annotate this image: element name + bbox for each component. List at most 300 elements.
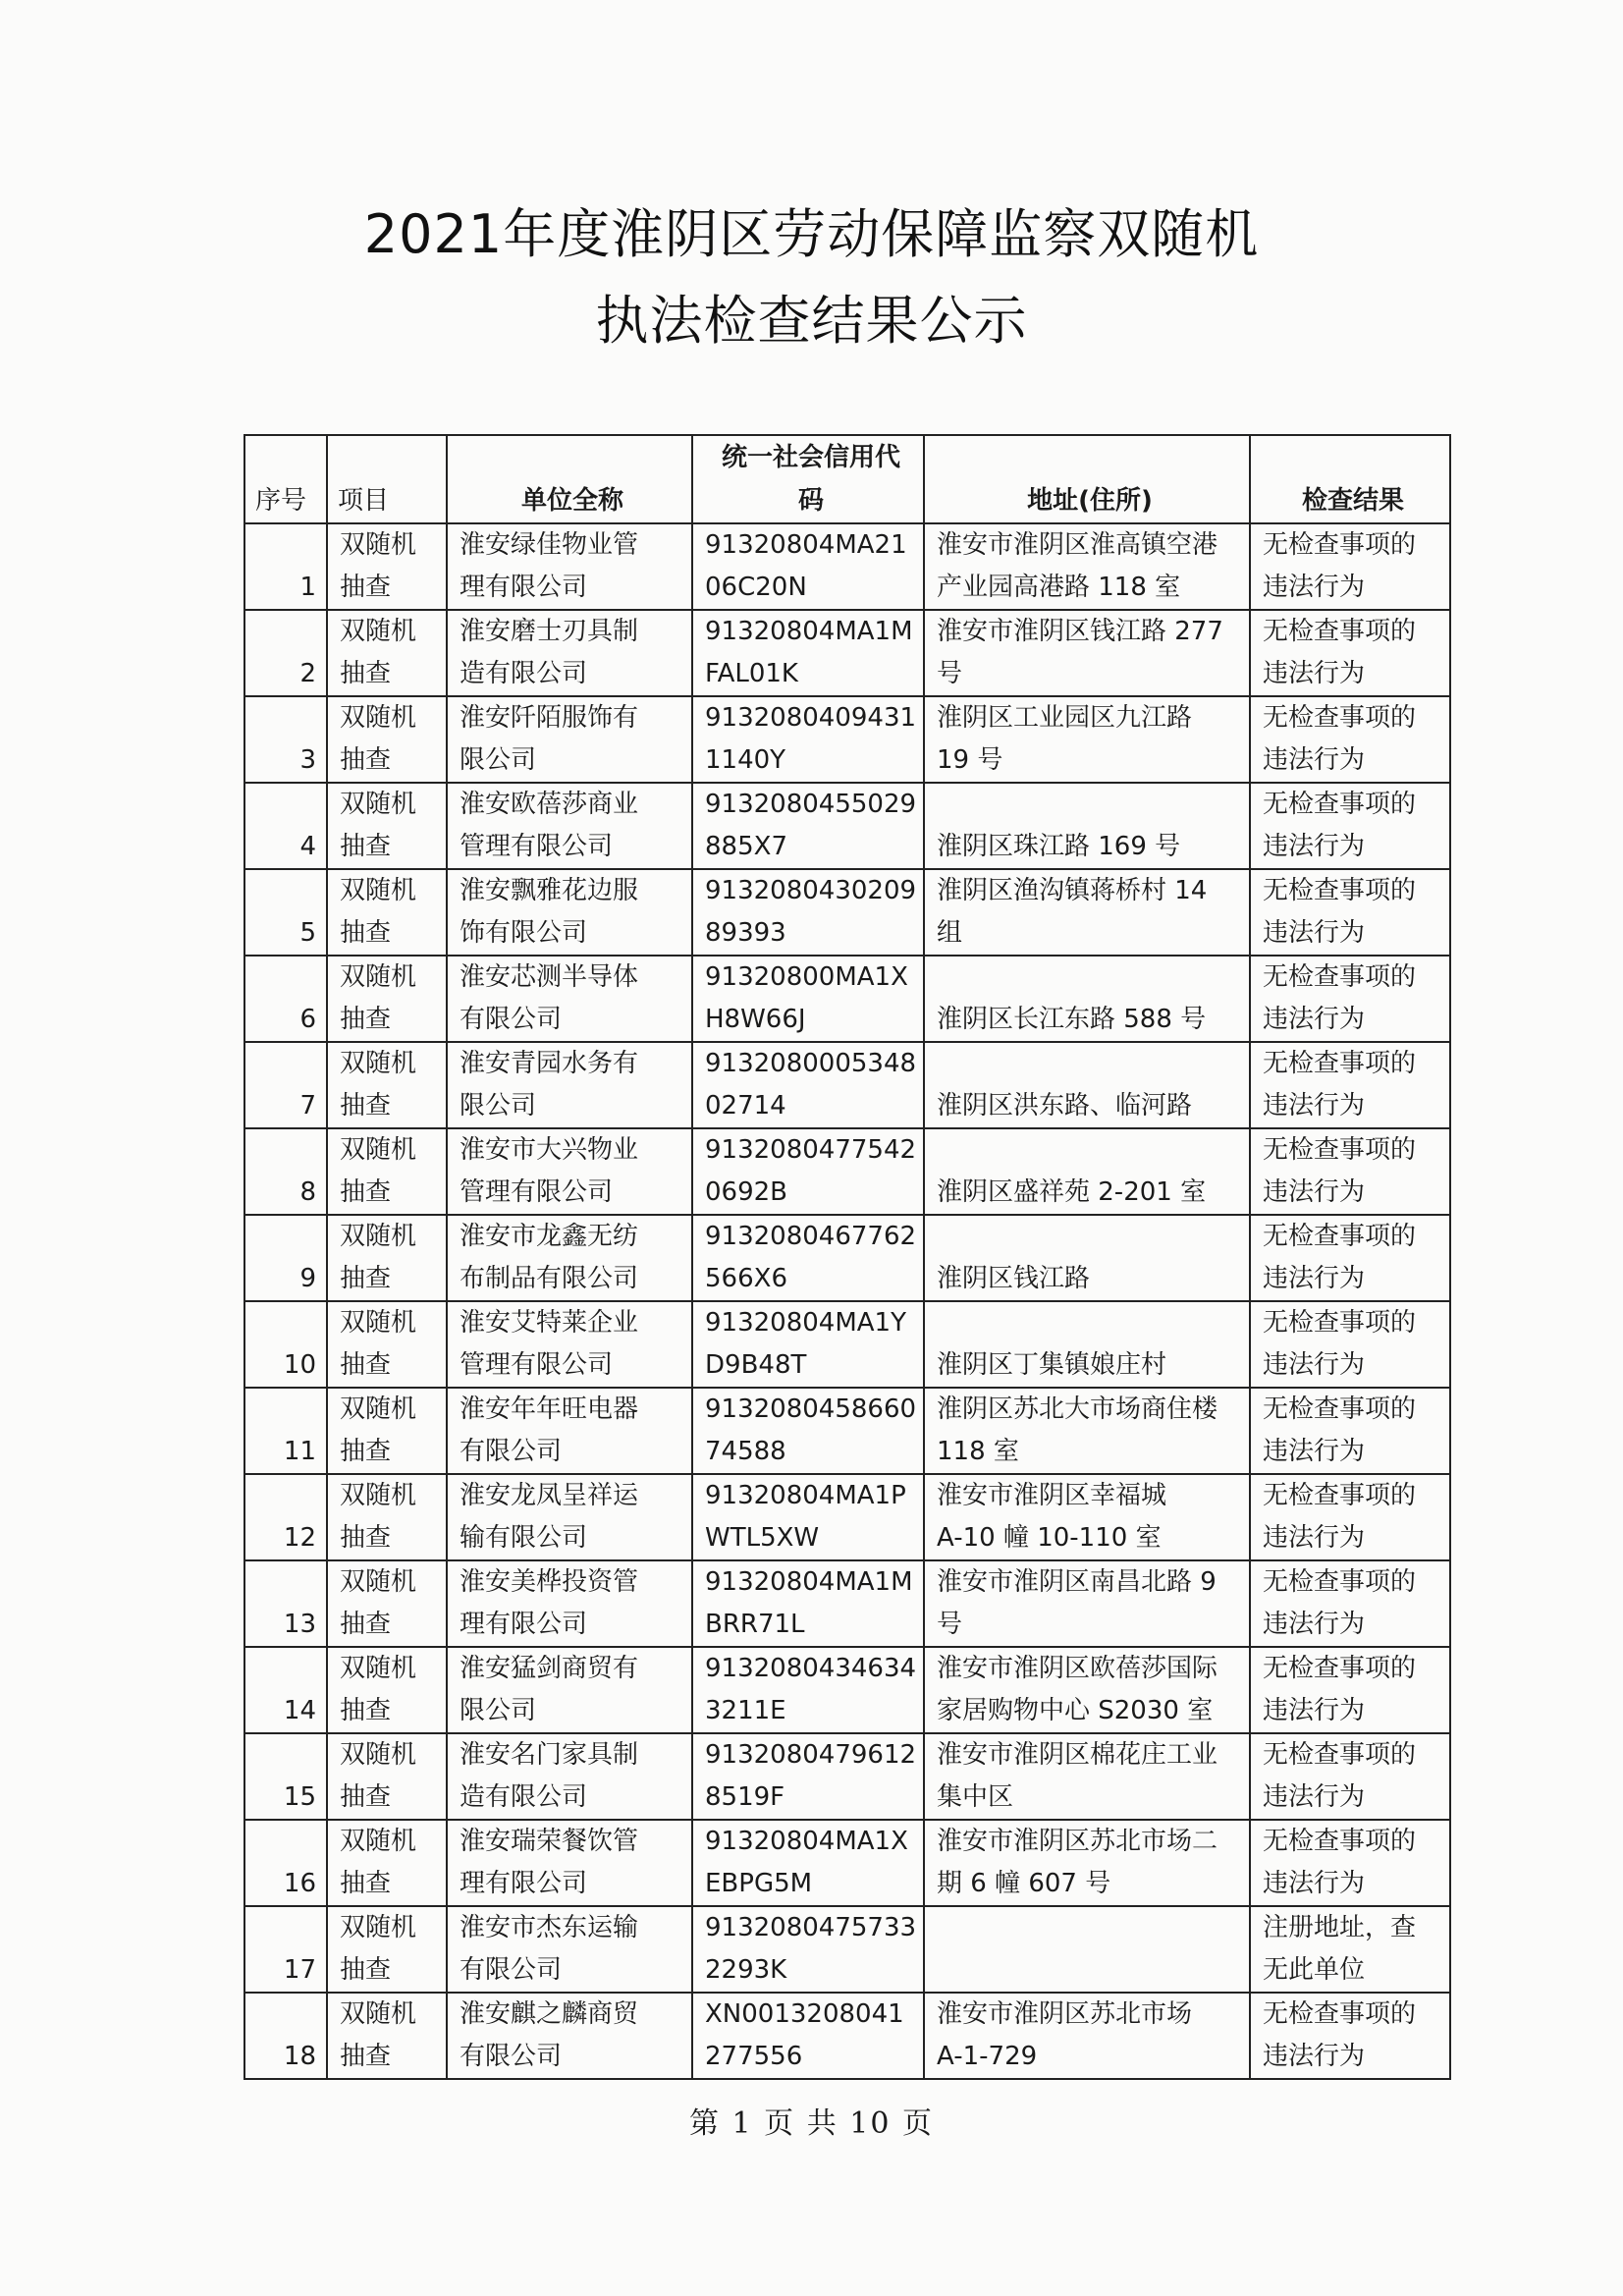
result-cell xyxy=(1250,523,1450,610)
item-cell xyxy=(327,1993,447,2079)
company-name-cell-line: 淮安磨士刃具制 xyxy=(460,617,639,646)
item-cell xyxy=(327,1906,447,1993)
credit-code-cell xyxy=(692,1474,924,1560)
company-name-cell xyxy=(447,610,692,696)
item-cell-line: 双随机 xyxy=(340,617,417,646)
result-cell-line: 违法行为 xyxy=(1263,1523,1366,1553)
company-name-cell-line: 淮安芯测半导体 xyxy=(460,962,639,992)
result-cell xyxy=(1250,1906,1450,1993)
company-name-cell xyxy=(447,1560,692,1647)
item-cell-line: 抽查 xyxy=(340,1696,392,1725)
address-cell xyxy=(924,1474,1250,1560)
credit-code-cell-line: 9132080005348 xyxy=(705,1049,917,1078)
item-cell-line: 抽查 xyxy=(340,832,392,861)
result-cell-line: 无检查事项的 xyxy=(1263,617,1417,646)
document-title-line-1: 2021年度淮阴区劳动保障监察双随机 xyxy=(363,203,1260,265)
result-cell-line: 违法行为 xyxy=(1263,832,1366,861)
result-cell-line: 无检查事项的 xyxy=(1263,876,1417,905)
seq-cell: 6 xyxy=(244,956,327,1042)
address-cell-line: 产业园高港路 118 室 xyxy=(937,573,1181,602)
table-row xyxy=(244,1993,1450,2079)
address-cell-line xyxy=(937,1129,1243,1172)
item-cell-line: 双随机 xyxy=(340,1135,417,1165)
credit-code-cell-line: 91320804MA1M xyxy=(705,1567,913,1597)
seq-cell: 4 xyxy=(244,783,327,869)
header-company-name: 单位全称 xyxy=(447,435,692,523)
address-cell-line: 淮安市淮阴区苏北市场 xyxy=(937,1999,1193,2029)
address-cell xyxy=(924,1820,1250,1906)
result-cell-line: 违法行为 xyxy=(1263,1437,1366,1466)
address-cell xyxy=(924,1388,1250,1474)
credit-code-cell-line: 9132080430209 xyxy=(705,876,917,905)
address-cell-line: 集中区 xyxy=(937,1782,1014,1812)
credit-code-cell-line: 277556 xyxy=(705,2042,803,2071)
seq-cell: 2 xyxy=(244,610,327,696)
seq-cell: 11 xyxy=(244,1388,327,1474)
header-credit-code-line-2: 码 xyxy=(797,486,824,516)
company-name-cell-line: 饰有限公司 xyxy=(460,918,588,948)
item-cell-line: 抽查 xyxy=(340,659,392,688)
address-cell-line: A-10 幢 10-110 室 xyxy=(937,1523,1162,1553)
credit-code-cell-line: 0692B xyxy=(705,1177,788,1207)
company-name-cell-line: 理有限公司 xyxy=(460,1610,588,1639)
item-cell-line: 抽查 xyxy=(340,1955,392,1985)
table-row xyxy=(244,1560,1450,1647)
address-cell-line: 淮阴区长江东路 588 号 xyxy=(937,1005,1207,1034)
credit-code-cell xyxy=(692,956,924,1042)
credit-code-cell-line: 1140Y xyxy=(705,745,786,775)
result-cell-line: 无此单位 xyxy=(1263,1955,1366,1985)
seq-cell: 13 xyxy=(244,1560,327,1647)
result-cell-line: 注册地址，查 xyxy=(1263,1913,1417,1942)
seq-cell: 16 xyxy=(244,1820,327,1906)
result-cell-line: 违法行为 xyxy=(1263,1005,1366,1034)
company-name-cell xyxy=(447,1993,692,2079)
table-row xyxy=(244,869,1450,956)
result-cell-line: 违法行为 xyxy=(1263,573,1366,602)
company-name-cell-line: 限公司 xyxy=(460,745,537,775)
company-name-cell-line: 理有限公司 xyxy=(460,573,588,602)
company-name-cell-line: 造有限公司 xyxy=(460,659,588,688)
address-cell-line: 组 xyxy=(937,918,963,948)
result-cell-line: 无检查事项的 xyxy=(1263,1567,1417,1597)
credit-code-cell-line: EBPG5M xyxy=(705,1869,813,1898)
address-cell-line: 淮阴区丁集镇娘庄村 xyxy=(937,1350,1167,1380)
item-cell-line: 双随机 xyxy=(340,1913,417,1942)
address-cell xyxy=(924,1647,1250,1733)
item-cell-line: 双随机 xyxy=(340,962,417,992)
seq-cell: 18 xyxy=(244,1993,327,2079)
seq-cell: 1 xyxy=(244,523,327,610)
item-cell-line: 双随机 xyxy=(340,790,417,819)
company-name-cell-line: 有限公司 xyxy=(460,1955,563,1985)
result-cell-line: 无检查事项的 xyxy=(1263,962,1417,992)
item-cell-line: 双随机 xyxy=(340,703,417,733)
item-cell-line: 双随机 xyxy=(340,876,417,905)
result-cell-line: 违法行为 xyxy=(1263,2042,1366,2071)
address-cell xyxy=(924,523,1250,610)
address-cell-line: A-1-729 xyxy=(937,2042,1038,2071)
address-cell-line: 118 室 xyxy=(937,1437,1019,1466)
table-row xyxy=(244,1215,1450,1301)
company-name-cell-line: 淮安市龙鑫无纺 xyxy=(460,1222,639,1251)
result-cell-line: 违法行为 xyxy=(1263,1869,1366,1898)
address-cell-line: 淮阴区盛祥苑 2-201 室 xyxy=(937,1177,1207,1207)
address-cell-line: 淮安市淮阴区淮高镇空港 xyxy=(937,530,1218,560)
company-name-cell xyxy=(447,1474,692,1560)
result-cell xyxy=(1250,1388,1450,1474)
company-name-cell-line: 限公司 xyxy=(460,1091,537,1121)
result-cell xyxy=(1250,1128,1450,1215)
result-cell xyxy=(1250,783,1450,869)
item-cell-line: 抽查 xyxy=(340,1264,392,1293)
result-cell-line: 无检查事项的 xyxy=(1263,530,1417,560)
company-name-cell-line: 淮安青园水务有 xyxy=(460,1049,639,1078)
credit-code-cell xyxy=(692,1820,924,1906)
item-cell xyxy=(327,610,447,696)
company-name-cell xyxy=(447,1042,692,1128)
company-name-cell-line: 管理有限公司 xyxy=(460,1177,614,1207)
company-name-cell-line: 淮安欧蓓莎商业 xyxy=(460,790,639,819)
item-cell-line: 双随机 xyxy=(340,1222,417,1251)
credit-code-cell-line: 885X7 xyxy=(705,832,787,861)
credit-code-cell xyxy=(692,1647,924,1733)
item-cell-line: 抽查 xyxy=(340,1610,392,1639)
address-cell-line xyxy=(937,1302,1243,1344)
item-cell-line: 双随机 xyxy=(340,1999,417,2029)
company-name-cell-line: 淮安阡陌服饰有 xyxy=(460,703,639,733)
credit-code-cell xyxy=(692,1993,924,2079)
item-cell-line: 抽查 xyxy=(340,573,392,602)
result-cell-line: 违法行为 xyxy=(1263,1264,1366,1293)
seq-cell: 5 xyxy=(244,869,327,956)
result-cell xyxy=(1250,1301,1450,1388)
company-name-cell-line: 布制品有限公司 xyxy=(460,1264,639,1293)
company-name-cell xyxy=(447,1301,692,1388)
credit-code-cell-line: D9B48T xyxy=(705,1350,807,1380)
credit-code-cell xyxy=(692,1128,924,1215)
result-cell-line: 无检查事项的 xyxy=(1263,1481,1417,1510)
item-cell xyxy=(327,1388,447,1474)
credit-code-cell xyxy=(692,869,924,956)
address-cell-line xyxy=(937,1907,1243,1949)
address-cell xyxy=(924,956,1250,1042)
credit-code-cell xyxy=(692,523,924,610)
address-cell xyxy=(924,869,1250,956)
result-cell xyxy=(1250,956,1450,1042)
header-credit-code-line-1: 统一社会信用代 xyxy=(721,443,900,472)
table-body xyxy=(244,523,1450,2079)
credit-code-cell xyxy=(692,1560,924,1647)
result-cell-line: 无检查事项的 xyxy=(1263,1827,1417,1856)
company-name-cell-line: 输有限公司 xyxy=(460,1523,588,1553)
item-cell xyxy=(327,696,447,783)
result-cell-line: 违法行为 xyxy=(1263,1091,1366,1121)
table-row xyxy=(244,1647,1450,1733)
company-name-cell-line: 限公司 xyxy=(460,1696,537,1725)
credit-code-cell-line: WTL5XW xyxy=(705,1523,820,1553)
company-name-cell xyxy=(447,1733,692,1820)
result-cell xyxy=(1250,1474,1450,1560)
address-cell-line: 家居购物中心 S2030 室 xyxy=(937,1696,1214,1725)
address-cell xyxy=(924,1042,1250,1128)
company-name-cell-line: 理有限公司 xyxy=(460,1869,588,1898)
address-cell-line: 淮阴区渔沟镇蒋桥村 14 xyxy=(937,876,1208,905)
header-item: 项目 xyxy=(327,435,447,523)
address-cell-line xyxy=(937,1949,1243,1992)
result-cell-line: 无检查事项的 xyxy=(1263,1135,1417,1165)
company-name-cell-line: 造有限公司 xyxy=(460,1782,588,1812)
page-number-footer: 第 1 页 共 10 页 xyxy=(689,2106,934,2141)
credit-code-cell-line: 91320804MA21 xyxy=(705,530,907,560)
result-cell-line: 违法行为 xyxy=(1263,1610,1366,1639)
item-cell-line: 双随机 xyxy=(340,1308,417,1338)
company-name-cell-line: 淮安市大兴物业 xyxy=(460,1135,639,1165)
address-cell xyxy=(924,1128,1250,1215)
address-cell-line: 淮阴区苏北大市场商住楼 xyxy=(937,1394,1218,1424)
table-row xyxy=(244,696,1450,783)
company-name-cell-line: 淮安艾特莱企业 xyxy=(460,1308,639,1338)
address-cell-line: 淮阴区钱江路 xyxy=(937,1264,1091,1293)
inspection-results-table xyxy=(243,434,1451,2080)
header-seq: 序号 xyxy=(244,435,327,523)
address-cell xyxy=(924,1560,1250,1647)
item-cell-line: 抽查 xyxy=(340,745,392,775)
result-cell xyxy=(1250,1215,1450,1301)
company-name-cell-line: 淮安猛剑商贸有 xyxy=(460,1654,639,1683)
table-row xyxy=(244,956,1450,1042)
address-cell xyxy=(924,1993,1250,2079)
company-name-cell xyxy=(447,869,692,956)
address-cell xyxy=(924,1733,1250,1820)
company-name-cell-line: 淮安市杰东运输 xyxy=(460,1913,639,1942)
credit-code-cell xyxy=(692,696,924,783)
address-cell xyxy=(924,1215,1250,1301)
address-cell-line xyxy=(937,1043,1243,1085)
table-row xyxy=(244,1042,1450,1128)
item-cell xyxy=(327,1733,447,1820)
credit-code-cell xyxy=(692,1042,924,1128)
credit-code-cell-line: 9132080479612 xyxy=(705,1740,917,1770)
company-name-cell xyxy=(447,1388,692,1474)
company-name-cell xyxy=(447,1215,692,1301)
result-cell-line: 违法行为 xyxy=(1263,745,1366,775)
credit-code-cell-line: BRR71L xyxy=(705,1610,805,1639)
address-cell-line xyxy=(937,957,1243,999)
table-header-row xyxy=(244,435,1450,523)
seq-cell: 17 xyxy=(244,1906,327,1993)
result-cell-line: 无检查事项的 xyxy=(1263,1308,1417,1338)
credit-code-cell xyxy=(692,1388,924,1474)
result-cell-line: 无检查事项的 xyxy=(1263,1394,1417,1424)
credit-code-cell-line: 8519F xyxy=(705,1782,785,1812)
result-cell xyxy=(1250,1993,1450,2079)
credit-code-cell xyxy=(692,783,924,869)
item-cell-line: 抽查 xyxy=(340,1177,392,1207)
table-row xyxy=(244,783,1450,869)
company-name-cell xyxy=(447,1820,692,1906)
address-cell-line: 淮安市淮阴区苏北市场二 xyxy=(937,1827,1218,1856)
result-cell-line: 无检查事项的 xyxy=(1263,790,1417,819)
address-cell-line: 淮阴区珠江路 169 号 xyxy=(937,832,1181,861)
credit-code-cell-line: 91320804MA1Y xyxy=(705,1308,906,1338)
credit-code-cell-line: 89393 xyxy=(705,918,786,948)
address-cell xyxy=(924,1301,1250,1388)
seq-cell: 8 xyxy=(244,1128,327,1215)
table-row xyxy=(244,1128,1450,1215)
company-name-cell-line: 淮安绿佳物业管 xyxy=(460,530,639,560)
company-name-cell-line: 淮安名门家具制 xyxy=(460,1740,639,1770)
address-cell-line: 期 6 幢 607 号 xyxy=(937,1869,1111,1898)
credit-code-cell-line: 91320800MA1X xyxy=(705,962,908,992)
credit-code-cell-line: H8W66J xyxy=(705,1005,806,1034)
item-cell xyxy=(327,1474,447,1560)
item-cell-line: 抽查 xyxy=(340,1782,392,1812)
credit-code-cell-line: 566X6 xyxy=(705,1264,787,1293)
credit-code-cell-line: 02714 xyxy=(705,1091,786,1121)
seq-cell: 9 xyxy=(244,1215,327,1301)
item-cell-line: 双随机 xyxy=(340,1481,417,1510)
table-row xyxy=(244,610,1450,696)
item-cell-line: 抽查 xyxy=(340,1869,392,1898)
document-title-line-2: 执法检查结果公示 xyxy=(595,290,1028,352)
result-cell xyxy=(1250,610,1450,696)
result-cell xyxy=(1250,869,1450,956)
company-name-cell-line: 淮安麒之麟商贸 xyxy=(460,1999,639,2029)
company-name-cell xyxy=(447,696,692,783)
address-cell-line: 淮安市淮阴区钱江路 277 xyxy=(937,617,1223,646)
table-row xyxy=(244,1388,1450,1474)
company-name-cell-line: 淮安瑞荣餐饮管 xyxy=(460,1827,639,1856)
address-cell-line: 淮安市淮阴区南昌北路 9 xyxy=(937,1567,1217,1597)
table-row xyxy=(244,1733,1450,1820)
credit-code-cell-line: 74588 xyxy=(705,1437,786,1466)
item-cell-line: 双随机 xyxy=(340,1049,417,1078)
item-cell xyxy=(327,523,447,610)
company-name-cell xyxy=(447,956,692,1042)
company-name-cell-line: 淮安龙凤呈祥运 xyxy=(460,1481,639,1510)
item-cell xyxy=(327,1560,447,1647)
address-cell xyxy=(924,610,1250,696)
credit-code-cell xyxy=(692,1906,924,1993)
seq-cell: 10 xyxy=(244,1301,327,1388)
result-cell-line: 违法行为 xyxy=(1263,918,1366,948)
table-row xyxy=(244,523,1450,610)
address-cell-line: 淮阴区工业园区九江路 xyxy=(937,703,1193,733)
credit-code-cell-line: 2293K xyxy=(705,1955,787,1985)
credit-code-cell-line: 91320804MA1P xyxy=(705,1481,906,1510)
seq-cell: 3 xyxy=(244,696,327,783)
company-name-cell-line: 有限公司 xyxy=(460,1437,563,1466)
item-cell-line: 抽查 xyxy=(340,2042,392,2071)
credit-code-cell xyxy=(692,1215,924,1301)
header-address: 地址(住所) xyxy=(924,435,1250,523)
item-cell-line: 双随机 xyxy=(340,1740,417,1770)
item-cell-line: 抽查 xyxy=(340,1437,392,1466)
item-cell xyxy=(327,1042,447,1128)
item-cell-line: 双随机 xyxy=(340,1827,417,1856)
credit-code-cell-line: 9132080458660 xyxy=(705,1394,917,1424)
company-name-cell xyxy=(447,1906,692,1993)
result-cell xyxy=(1250,1820,1450,1906)
company-name-cell-line: 有限公司 xyxy=(460,2042,563,2071)
address-cell-line: 淮安市淮阴区棉花庄工业 xyxy=(937,1740,1218,1770)
item-cell xyxy=(327,1820,447,1906)
result-cell-line: 无检查事项的 xyxy=(1263,1222,1417,1251)
seq-cell: 14 xyxy=(244,1647,327,1733)
item-cell-line: 抽查 xyxy=(340,1350,392,1380)
item-cell xyxy=(327,1301,447,1388)
address-cell-line xyxy=(937,784,1243,826)
result-cell-line: 无检查事项的 xyxy=(1263,1654,1417,1683)
credit-code-cell-line: 9132080409431 xyxy=(705,703,917,733)
item-cell-line: 抽查 xyxy=(340,1005,392,1034)
credit-code-cell xyxy=(692,610,924,696)
credit-code-cell-line: 91320804MA1M xyxy=(705,617,913,646)
credit-code-cell-line: 9132080475733 xyxy=(705,1913,917,1942)
address-cell-line: 淮阴区洪东路、临河路 xyxy=(937,1091,1193,1121)
table-row xyxy=(244,1906,1450,1993)
address-cell-line: 号 xyxy=(937,659,963,688)
address-cell-line: 号 xyxy=(937,1610,963,1639)
result-cell-line: 无检查事项的 xyxy=(1263,1999,1417,2029)
result-cell-line: 无检查事项的 xyxy=(1263,1740,1417,1770)
result-cell-line: 无检查事项的 xyxy=(1263,703,1417,733)
item-cell xyxy=(327,869,447,956)
credit-code-cell-line: 3211E xyxy=(705,1696,786,1725)
item-cell-line: 双随机 xyxy=(340,530,417,560)
credit-code-cell-line: 91320804MA1X xyxy=(705,1827,908,1856)
result-cell-line: 违法行为 xyxy=(1263,1782,1366,1812)
result-cell xyxy=(1250,696,1450,783)
result-cell-line: 违法行为 xyxy=(1263,1350,1366,1380)
result-cell xyxy=(1250,1647,1450,1733)
company-name-cell-line: 淮安美桦投资管 xyxy=(460,1567,639,1597)
credit-code-cell-line: 9132080477542 xyxy=(705,1135,917,1165)
seq-cell: 15 xyxy=(244,1733,327,1820)
company-name-cell-line: 有限公司 xyxy=(460,1005,563,1034)
credit-code-cell xyxy=(692,1301,924,1388)
address-cell xyxy=(924,1906,1250,1993)
item-cell xyxy=(327,1128,447,1215)
item-cell-line: 双随机 xyxy=(340,1394,417,1424)
company-name-cell xyxy=(447,1128,692,1215)
address-cell-line xyxy=(937,1216,1243,1258)
result-cell xyxy=(1250,1560,1450,1647)
header-result: 检查结果 xyxy=(1250,435,1450,523)
company-name-cell-line: 淮安年年旺电器 xyxy=(460,1394,639,1424)
credit-code-cell-line: 9132080467762 xyxy=(705,1222,917,1251)
credit-code-cell-line: 9132080455029 xyxy=(705,790,917,819)
item-cell xyxy=(327,1647,447,1733)
seq-cell: 12 xyxy=(244,1474,327,1560)
item-cell-line: 双随机 xyxy=(340,1567,417,1597)
table-row xyxy=(244,1474,1450,1560)
item-cell xyxy=(327,956,447,1042)
result-cell-line: 违法行为 xyxy=(1263,659,1366,688)
result-cell xyxy=(1250,1042,1450,1128)
company-name-cell xyxy=(447,783,692,869)
item-cell-line: 抽查 xyxy=(340,1523,392,1553)
result-cell-line: 违法行为 xyxy=(1263,1177,1366,1207)
table-row xyxy=(244,1820,1450,1906)
company-name-cell xyxy=(447,523,692,610)
header-credit-code xyxy=(692,435,924,523)
company-name-cell-line: 管理有限公司 xyxy=(460,832,614,861)
address-cell-line: 淮安市淮阴区幸福城 xyxy=(937,1481,1167,1510)
item-cell-line: 抽查 xyxy=(340,1091,392,1121)
item-cell-line: 抽查 xyxy=(340,918,392,948)
